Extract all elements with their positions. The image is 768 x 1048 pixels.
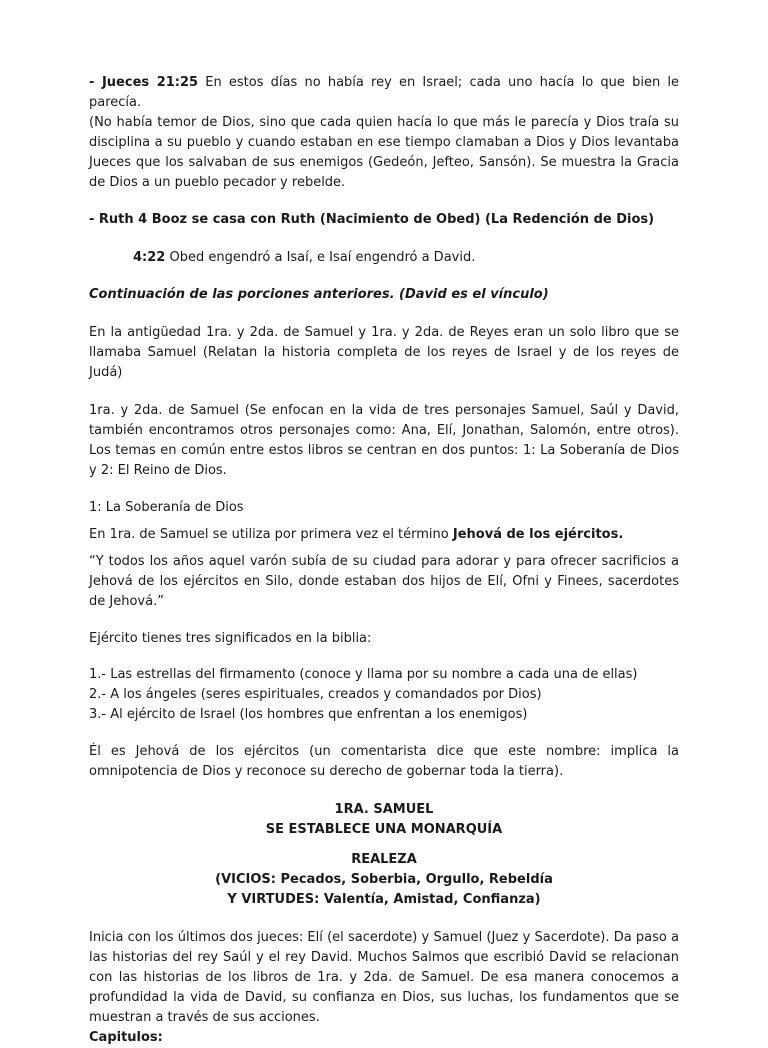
vicios-line: (VICIOS: Pecados, Soberbia, Orgullo, Rebeldía — [215, 872, 553, 887]
list-item: 1.- Las estrellas del firmamento (conoce y llama por su nombre a cada una de ellas) — [89, 667, 638, 682]
jueces-note: (No había temor de Dios, sino que cada quien hacía lo que más le parecía y Dios traía su disciplina a su pueblo y cuando estaban en ese tiempo clamaban a Dios y Dios levantaba Jueces que los salvaban de sus enemigos (Gedeón, Jefteo, Sansón). Se muestra la Gracia de Dios a un pueblo pecador y rebelde. — [89, 115, 679, 190]
verse-4-22-reference: 4:22 — [133, 250, 166, 265]
chapters-label: Capitulos: — [89, 1030, 163, 1045]
realeza-title: REALEZA — [351, 852, 417, 867]
jueces-paragraph — [89, 73, 679, 113]
section-heading — [89, 800, 679, 840]
list-item: 3.- Al ejército de Israel (los hombres que enfrentan a los enemigos) — [89, 707, 528, 722]
scripture-quote: “Y todos los años aquel varón subía de su ciudad para adorar y para ofrecer sacrificios a Jehová de los ejércitos en Silo, donde estaban dos hijos de Elí, Ofni y Finees, sacerdotes de Jehová.” — [89, 554, 679, 609]
document-page — [89, 73, 679, 1048]
realeza-heading — [89, 850, 679, 910]
ruth-heading: - Ruth 4 Booz se casa con Ruth (Nacimiento de Obed) (La Redención de Dios) — [89, 212, 655, 227]
term-intro: En 1ra. de Samuel se utiliza por primera vez el término — [89, 527, 453, 542]
meanings-list — [89, 665, 679, 725]
sovereignty-subheading: 1: La Soberanía de Dios — [89, 500, 244, 515]
continuation-heading: Continuación de las porciones anteriores. (David es el vínculo) — [89, 287, 549, 302]
jueces-reference: - Jueces 21:25 — [89, 75, 199, 90]
meanings-intro: Ejército tienes tres significados en la biblia: — [89, 631, 372, 646]
list-item: 2.- A los ángeles (seres espirituales, creados y comandados por Dios) — [89, 687, 542, 702]
intro-paragraph: Inicia con los últimos dos jueces: Elí (el sacerdote) y Samuel (Juez y Sacerdote). Da paso a las historias del rey Saúl y el rey David. Muchos Salmos que escribió David se relacionan con las historias de los libros de 1ra. y 2da. de Samuel. De esa manera conocemos a profundidad la vida de David, su confianza en Dios, sus luchas, los fundamentos que se muestran a través de sus acciones. — [89, 930, 679, 1025]
book-title: 1RA. SAMUEL — [334, 802, 434, 817]
term-jehova-ejercitos: Jehová de los ejércitos. — [452, 527, 624, 542]
virtudes-line: Y VIRTUDES: Valentía, Amistad, Confianza) — [227, 892, 541, 907]
samuel-themes-paragraph: 1ra. y 2da. de Samuel (Se enfocan en la vida de tres personajes Samuel, Saúl y David, también encontramos otros personajes como: Ana, Elí, Jonathan, Salomón, entre otros). Los temas en común entre estos libros se centran en dos puntos: 1: La Soberanía de Dios y 2: El Reino de Dios. — [89, 403, 679, 478]
antiquity-paragraph: En la antigüedad 1ra. y 2da. de Samuel y 1ra. y 2da. de Reyes eran un solo libro que se llamaba Samuel (Relatan la historia completa de los reyes de Israel y de los reyes de Judá) — [89, 325, 679, 380]
omnipotence-paragraph: Él es Jehová de los ejércitos (un comentarista dice que este nombre: implica la omnipotencia de Dios y reconoce su derecho de gobernar toda la tierra). — [89, 744, 679, 779]
verse-4-22-text: Obed engendró a Isaí, e Isaí engendró a David. — [165, 250, 476, 265]
verse-4-22 — [89, 248, 679, 268]
book-subtitle: SE ESTABLECE UNA MONARQUÍA — [265, 822, 503, 837]
jueces-verse: En estos días no había rey en Israel; cada uno hacía lo que bien le parecía. — [89, 75, 679, 110]
term-paragraph — [89, 525, 679, 545]
